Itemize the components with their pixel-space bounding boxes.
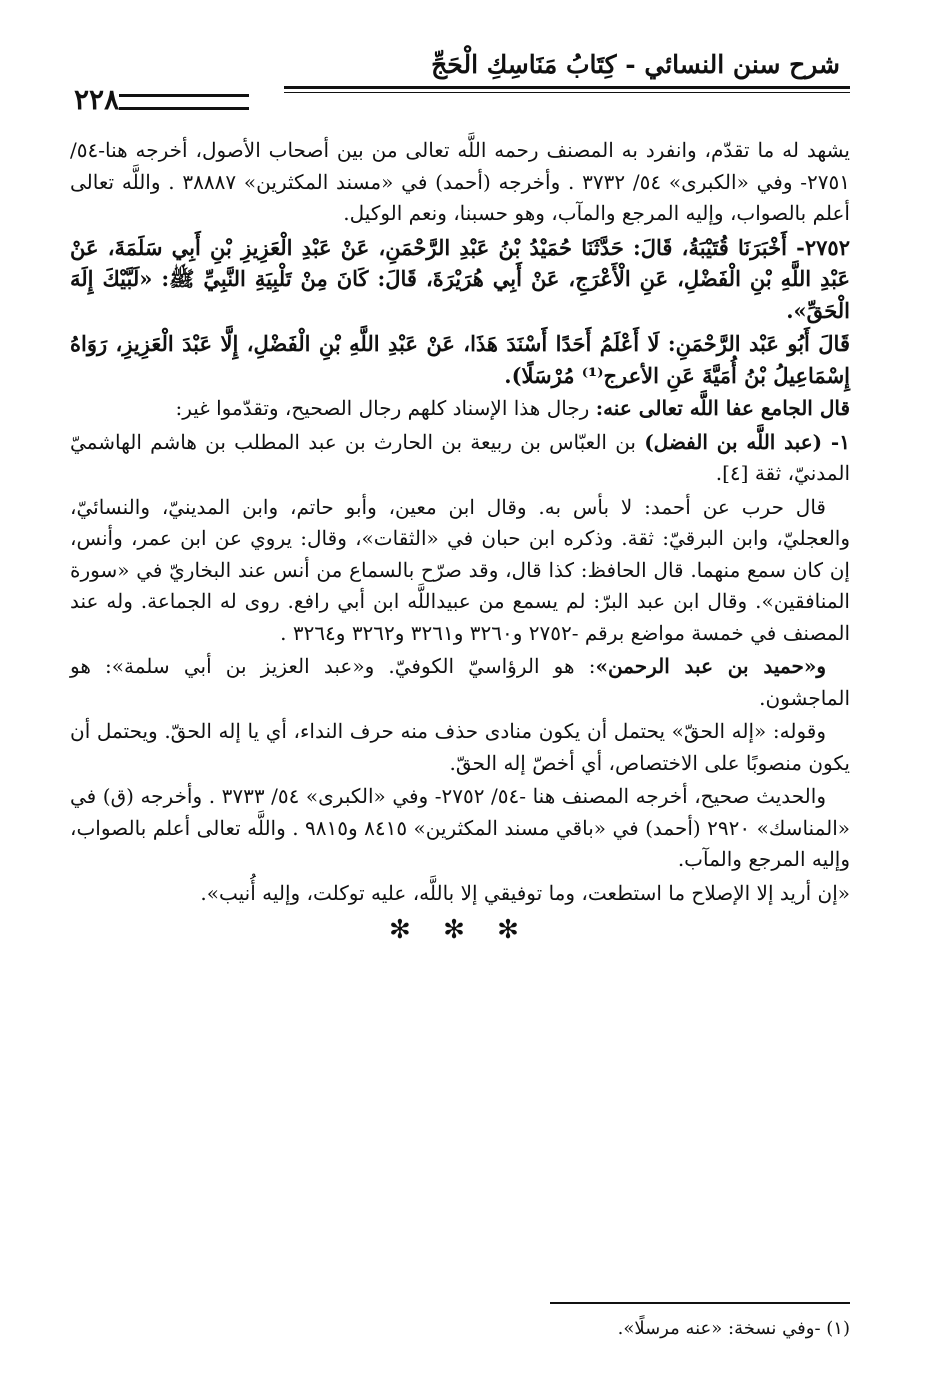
footnote-rule [550, 1302, 850, 1304]
paragraph: والحديث صحيح، أخرجه المصنف هنا -٥٤/ ٢٧٥٢- وفي «الكبرى» ٥٤/ ٣٧٣٣ . وأخرجه (ق) في «المناسك» ٢٩٢٠ (أحمد) في «باقي مسند المكثرين» ٨٤١٥ و٩٨١٥ . واللَّه تعالى أعلم بالصواب، وإليه المرجع والمآب. [70, 784, 851, 871]
section-separator: ✻ ✻ ✻ [389, 915, 531, 945]
page-number [70, 80, 284, 120]
page-number-text: ٢٢٨ [74, 83, 120, 116]
paragraph: قال حرب عن أحمد: لا بأس به. وقال ابن معين، وأبو حاتم، وابن المدينيّ، والنسائيّ، والعجليّ، وابن البرقيّ: ثقة. وذكره ابن حبان في «الثقات»، وقال: يروي عن ابن عمر، وأنس، إن كان سمع منهما. قال الحافظ: كذا قال، وقد صرّح بالسماع من أنس عند البخاريّ في «سورة المنافقين». وقال ابن عبد البرّ: لم يسمع من عبيداللَّه ابن أبي رافع. روى له الجماعة. وله عند المصنف في خمسة مواضع برقم -٢٧٥٢ و٣٢٦٠ و٣٢٦١ و٣٢٦٢ و٣٢٦٤ . [70, 494, 850, 645]
page-number-bars [119, 94, 249, 110]
body-text [70, 135, 850, 947]
hadith-comment: قَالَ أَبُو عَبْد الرَّحْمَنِ: لَا أَعْلَمُ أَحَدًا أَسْنَدَ هَذَا، عَنْ عَبْدِ اللَّهِ بْنِ الْفَضْلِ، إِلَّا عَبْدَ الْعَزِيزِ، رَوَاهُ إِسْمَاعِيلُ بْنُ أُمَيَّةَ عَنِ الأعرج⁽¹⁾ مُرْسَلًا). [70, 331, 850, 388]
paragraph: «إن أريد إلا الإصلاح ما استطعت، وما توفيقي إلا باللَّه، عليه توكلت، وإليه أُنيب». [200, 880, 850, 905]
paragraph: و«حميد بن عبد الرحمن»: هو الرؤاسيّ الكوفيّ. و«عبد العزيز بن أبي سلمة»: هو الماجشون. [70, 654, 850, 710]
hadith-text: ٢٧٥٢- أَخْبَرَنَا قُتَيْبَةُ، قَالَ: حَدَّثَنَا حُمَيْدُ بْنُ عَبْدِ الرَّحْمَنِ، عَنْ عَبْدِ الْعَزِيزِ بْنِ أَبِي سَلَمَةَ، عَنْ عَبْدِ اللَّهِ بْنِ الْفَضْلِ، عَنِ الْأَعْرَجِ، عَنْ أَبِي هُرَيْرَةَ، قَالَ: كَانَ مِنْ تَلْبِيَةِ النَّبِيِّ ﷺ: «لَبَّيْكَ إِلَهَ الْحَقِّ». [70, 234, 850, 323]
page [70, 40, 850, 1340]
paragraph: قال الجامع عفا اللَّه تعالى عنه: رجال هذا الإسناد كلهم رجال الصحيح، وتقدّموا غير: [175, 396, 850, 420]
lead-label: و«حميد بن عبد الرحمن» [595, 654, 826, 678]
page-header [70, 40, 850, 140]
paragraph: ١- (عبد اللَّه بن الفضل) بن العبّاس بن ربيعة بن الحارث بن عبد المطلب بن هاشم الهاشميّ المدنيّ، ثقة [٤]. [70, 429, 850, 485]
paragraph: وقوله: «إله الحقّ» يحتمل أن يكون منادى حذف منه حرف النداء، أي يا إله الحقّ. ويحتمل أن يكون منصوبًا على الاختصاص، أي أخصّ إله الحقّ. [70, 719, 850, 775]
footnote: (١) -وفي نسخة: «عنه مرسلًا». [617, 1318, 850, 1339]
lead-label: قال الجامع عفا اللَّه تعالى عنه: [595, 396, 850, 420]
lead-label: ١- (عبد اللَّه بن الفضل) [644, 429, 850, 454]
paragraph: يشهد له ما تقدّم، وانفرد به المصنف رحمه اللَّه تعالى من بين أصحاب الأصول، أخرجه هنا-٥٤/ ٢٧٥١- وفي «الكبرى» ٥٤/ ٣٧٣٢ . وأخرجه (أحمد) في «مسند المكثرين» ٣٨٨٨٧ . واللَّه تعالى أعلم بالصواب، وإليه المرجع والمآب، وهو حسبنا، ونعم الوكيل. [70, 138, 850, 225]
running-title: شرح سنن النسائي - كِتَابُ مَنَاسِكِ الْحَجِّ [431, 50, 840, 79]
